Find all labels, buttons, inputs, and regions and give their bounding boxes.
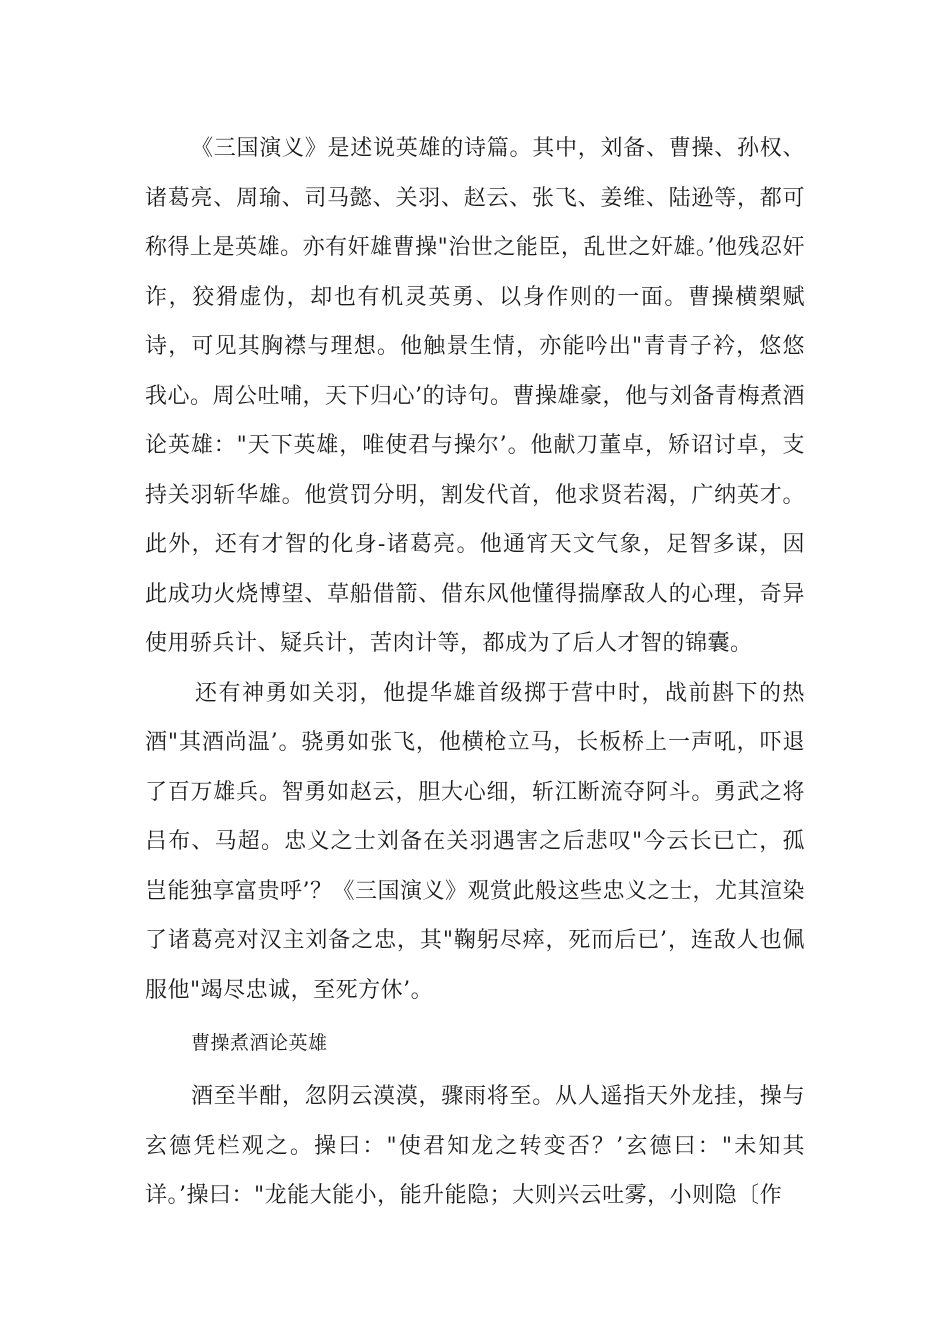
paragraph-story: 酒至半酣，忽阴云漠漠，骤雨将至。从人遥指天外龙挂，操与玄德凭栏观之。操曰："使君知龙之转变否？’玄德曰："未知其详。’操曰："龙能大能小，能升能隐；大则兴云吐雾，小则隐〔作 xyxy=(145,1084,805,1208)
paragraph-brave-generals: 还有神勇如关羽，他提华雄首级掷于营中时，战前斟下的热酒"其酒尚温’。骁勇如张飞，他横枪立马，长板桥上一声吼，吓退了百万雄兵。智勇如赵云，胆大心细，斩江断流夺阿斗。勇武之将吕布、马超。忠义之士刘备在关羽遇害之后悲叹"今云长已亡，孤岂能独享富贵呼’？《三国演义》观赏此般这些忠义之士，尤其渲染了诸葛亮对汉主刘备之忠，其"鞠躬尽瘁，死而后已’，连敌人也佩服他"竭尽忠诚，至死方休’。 xyxy=(145,680,805,1003)
paragraph-heroes: 《三国演义》是述说英雄的诗篇。其中，刘备、曹操、孙权、诸葛亮、周瑜、司马懿、关羽、赵云、张飞、姜维、陆逊等，都可称得上是英雄。亦有奸雄曹操"治世之能臣，乱世之奸雄。’他残忍奸诈，狡猾虚伪，却也有机灵英勇、以身作则的一面。曹操横槊赋诗，可见其胸襟与理想。他触景生情，亦能吟出"青青子衿，悠悠我心。周公吐哺，天下归心’的诗句。曹操雄豪，他与刘备青梅煮酒论英雄："天下英雄，唯使君与操尔’。他献刀董卓，矫诏讨卓，支持关羽斩华雄。他赏罚分明，割发代首，他求贤若渴，广纳英才。此外，还有才智的化身-诸葛亮。他通宵天文气象，足智多谋，因此成功火烧博望、草船借箭、借东风他懂得揣摩敌人的心理，奇异使用骄兵计、疑兵计，苦肉计等，都成为了后人才智的锦囊。 xyxy=(145,136,805,656)
document-page xyxy=(145,124,805,1221)
section-heading: 曹操煮酒论英雄 xyxy=(191,1032,328,1054)
